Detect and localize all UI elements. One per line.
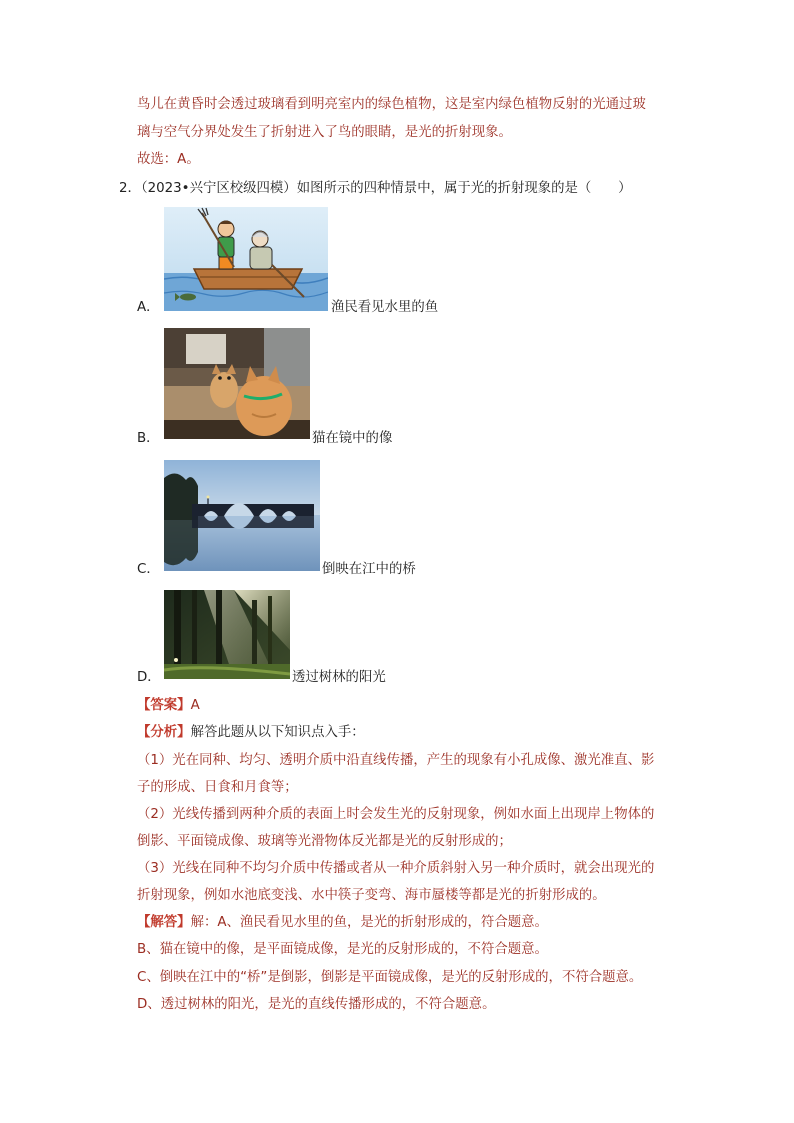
fisherman-boat-image <box>164 207 328 311</box>
answer-line <box>137 697 200 715</box>
solution-first: 解：A、渔民看见水里的鱼，是光的折射形成的，符合题意。 <box>190 915 548 930</box>
analysis-line-4: 倒影、平面镜成像、玻璃等光滑物体反光都是光的反射形成的； <box>137 834 512 849</box>
analysis-intro: 解答此题从以下知识点入手： <box>190 725 365 740</box>
analysis-intro-line <box>137 724 365 742</box>
solution-line-d: D、透过树林的阳光，是光的直线传播形成的，不符合题意。 <box>137 997 496 1012</box>
cat-mirror-image <box>164 328 310 439</box>
intro-line-1: 鸟儿在黄昏时会透过玻璃看到明亮室内的绿色植物，这是室内绿色植物反射的光通过玻 <box>137 97 646 112</box>
option-label-a: A． <box>137 300 160 315</box>
solution-line-b: B、猫在镜中的像，是平面镜成像，是光的反射形成的，不符合题意。 <box>137 942 548 957</box>
option-caption-d: 透过树林的阳光 <box>292 670 386 685</box>
analysis-line-1: （1）光在同种、均匀、透明介质中沿直线传播，产生的现象有小孔成像、激光准直、影 <box>137 753 655 768</box>
intro-line-2: 璃与空气分界处发生了折射进入了鸟的眼睛，是光的折射现象。 <box>137 125 512 140</box>
forest-sunlight-image <box>164 590 290 679</box>
option-caption-a: 渔民看见水里的鱼 <box>331 300 439 315</box>
option-label-b: B． <box>137 431 160 446</box>
question-text: 2．（2023•兴宁区校级四模）如图所示的四种情景中，属于光的折射现象的是（ ） <box>119 181 632 196</box>
option-caption-b: 猫在镜中的像 <box>312 431 393 446</box>
analysis-line-6: 折射现象，例如水池底变浅、水中筷子变弯、海市蜃楼等都是光的折射形成的。 <box>137 888 606 903</box>
option-label-d: D． <box>137 670 161 685</box>
intro-choice: 故选：A。 <box>137 152 200 167</box>
option-label-c: C． <box>137 562 160 577</box>
analysis-line-5: （3）光线在同种不均匀介质中传播或者从一种介质斜射入另一种介质时，就会出现光的 <box>137 861 655 876</box>
bridge-reflection-image <box>164 460 320 571</box>
solution-line-c: C、倒映在江中的“桥”是倒影，倒影是平面镜成像，是光的反射形成的，不符合题意。 <box>137 970 643 985</box>
analysis-line-3: （2）光线传播到两种介质的表面上时会发生光的反射现象，例如水面上出现岸上物体的 <box>137 807 655 822</box>
analysis-tag: 【分析】 <box>137 725 191 740</box>
option-caption-c: 倒映在江中的桥 <box>322 562 416 577</box>
answer-tag: 【答案】 <box>137 698 191 713</box>
solution-first-line <box>137 914 548 932</box>
analysis-line-2: 子的形成、日食和月食等； <box>137 780 298 795</box>
answer-value: A <box>190 698 200 713</box>
solution-tag: 【解答】 <box>137 915 191 930</box>
